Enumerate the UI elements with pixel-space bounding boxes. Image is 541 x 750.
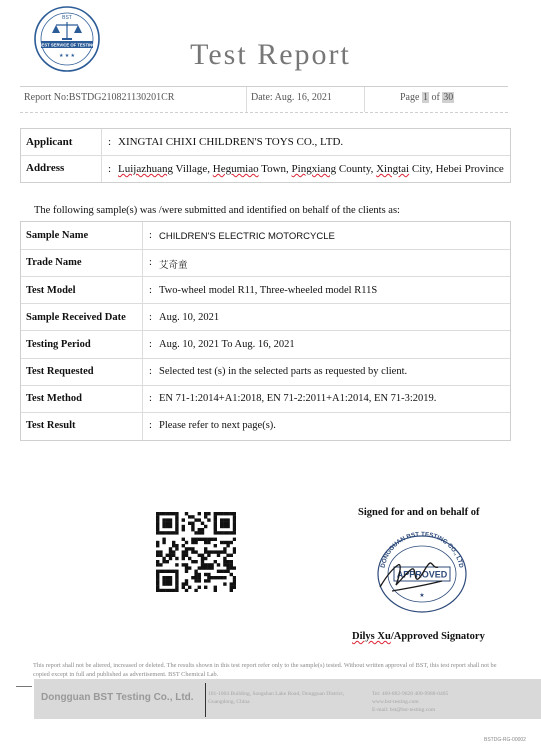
approved-stamp (372, 529, 472, 619)
applicant-value: XINGTAI CHIXI CHILDREN'S TOYS CO., LTD. (118, 136, 344, 148)
colon: : (149, 366, 152, 377)
sample-value: Aug. 10, 2021 To Aug. 16, 2021 (159, 339, 295, 350)
report-number: Report No:BSTDG210821130201CR (24, 92, 175, 103)
address-label: Address (26, 162, 65, 174)
page-indicator (400, 92, 454, 103)
colon: : (149, 339, 152, 350)
sample-row (21, 304, 510, 331)
sample-row (21, 277, 510, 304)
sample-value: 艾奇童 (159, 260, 188, 271)
logo-band-text: BEST SERVICE OF TESTING (38, 42, 96, 48)
disclaimer-text: This report shall not be altered, increased or deleted. The results shown in this test report refer only to the sample(s) tested. Without written approval of BST, this test report shall not be copied except in full and published as advertisement. BST Chemical Lab. (33, 662, 497, 678)
signatory-role: /Approved Signatory (390, 631, 485, 642)
page-total: 30 (443, 92, 454, 103)
signed-for-text: Signed for and on behalf of (358, 507, 480, 518)
sample-label: Trade Name (26, 257, 82, 268)
stamp-center-text: APPROVED (396, 569, 448, 580)
sample-label: Test Requested (26, 366, 94, 377)
footer-rule (16, 686, 32, 687)
document-code: BSTDG-RG-00002 (484, 737, 526, 743)
sample-value: Aug. 10, 2021 (159, 312, 220, 323)
colon: : (149, 312, 152, 323)
sample-value: EN 71-1:2014+A1:2018, EN 71-2:2011+A1:2014, EN 71-3:2019. (159, 393, 437, 404)
sample-value: Two-wheel model R11, Three-wheeled model R11S (159, 285, 378, 296)
sample-row (21, 249, 510, 276)
footer-email[interactable]: E-mail: bst@bst-testing.com (372, 707, 436, 713)
page-of: of (428, 92, 443, 103)
sample-label: Testing Period (26, 339, 91, 350)
sample-row (21, 331, 510, 358)
signatory-name: Dilys Xu (352, 631, 391, 642)
sample-row (21, 385, 510, 412)
report-info-row (20, 86, 508, 113)
divider (101, 156, 102, 182)
page-current: 1 (422, 92, 428, 103)
stamp-arc-text: DONGGUAN BST TESTING CO., LTD (379, 530, 465, 569)
sample-row (21, 412, 510, 439)
svg-text:DONGGUAN BST TESTING CO., LTD (380, 531, 465, 569)
sample-table (20, 221, 511, 441)
address-value: Luijazhuang Village, Hegumiao Town, Pingxiang County, Xingtai City, Hebei Province (118, 163, 504, 175)
signatory (352, 631, 485, 642)
divider (364, 87, 365, 112)
footer-divider (205, 683, 206, 717)
applicant-label: Applicant (26, 136, 73, 148)
applicant-table (20, 128, 511, 183)
sample-label: Sample Name (26, 230, 89, 241)
colon: : (149, 393, 152, 404)
colon: : (149, 230, 152, 241)
sample-value: Selected test (s) in the selected parts as requested by client. (159, 366, 408, 377)
footer-web[interactable]: www.bst-testing.com (372, 699, 419, 705)
sample-label: Test Model (26, 285, 76, 296)
logo-top-text: BST (62, 15, 72, 21)
colon: : (149, 285, 152, 296)
qr-code[interactable] (156, 512, 236, 592)
footer-address: 101-1004 Building, Songshan Lake Road, Dongguan District, Guangdong, China (208, 691, 345, 705)
colon: : (149, 420, 152, 431)
sample-label: Test Method (26, 393, 82, 404)
colon: : (149, 257, 152, 268)
report-date: Date: Aug. 16, 2021 (251, 92, 332, 103)
svg-text:★ ★ ★: ★ ★ ★ (59, 54, 75, 59)
sample-label: Test Result (26, 420, 76, 431)
page-prefix: Page (400, 92, 422, 103)
footer-contact (372, 690, 537, 714)
divider (101, 129, 102, 155)
footer-tel: Tel: 400-882-9628 400-9988-0405 (372, 691, 449, 697)
sample-label: Sample Received Date (26, 312, 126, 323)
page-title: Test Report (190, 38, 351, 71)
colon: : (108, 136, 112, 148)
svg-text:★: ★ (419, 593, 425, 599)
sample-value: CHILDREN'S ELECTRIC MOTORCYCLE (159, 231, 335, 242)
divider (246, 87, 247, 112)
sample-row (21, 358, 510, 385)
footer-company: Dongguan BST Testing Co., Ltd. (41, 692, 194, 703)
intro-text: The following sample(s) was /were submitted and identified on behalf of the clients as: (34, 205, 400, 216)
colon: : (108, 163, 112, 175)
sample-value: Please refer to next page(s). (159, 420, 276, 431)
sample-row (21, 222, 510, 249)
address-row (21, 155, 510, 182)
applicant-row (21, 129, 510, 155)
